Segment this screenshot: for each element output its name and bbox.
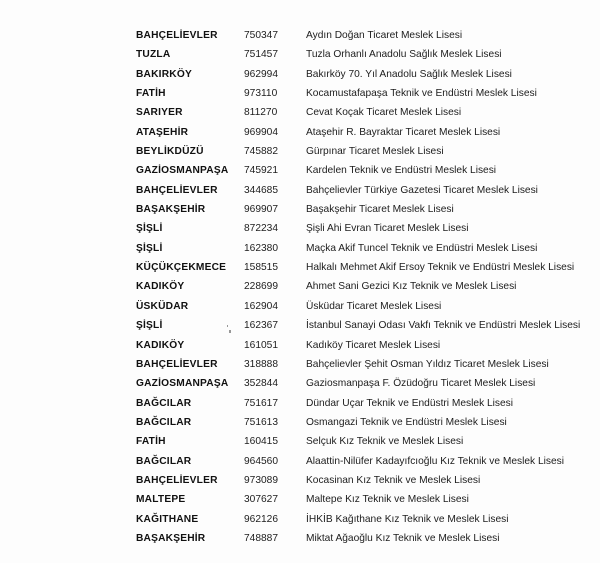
table-row: [136, 374, 596, 393]
district-cell: BAHÇELİEVLER: [136, 30, 218, 41]
school-name-cell: Bahçelievler Şehit Osman Yıldız Ticaret Meslek Lisesi: [306, 358, 549, 370]
table-row: [136, 355, 596, 374]
school-name-cell: Gaziosmanpaşa F. Özüdoğru Ticaret Meslek Lisesi: [306, 378, 536, 390]
school-code-cell: 158515: [244, 262, 278, 274]
district-cell: MALTEPE: [136, 494, 186, 506]
district-cell: BAŞAKŞEHİR: [136, 204, 206, 216]
school-code-cell: 973110: [244, 88, 278, 100]
district-cell: ÜSKÜDAR: [136, 300, 189, 312]
school-list-body: [136, 26, 596, 548]
district-cell: KAĞITHANE: [136, 513, 199, 525]
school-code-cell: 307627: [244, 494, 278, 506]
district-cell: ŞİŞLİ: [136, 223, 163, 235]
school-code-cell: 352844: [244, 378, 278, 390]
school-code-cell: 162904: [244, 300, 278, 312]
district-cell: KADIKÖY: [136, 339, 185, 351]
school-code-cell: 962994: [244, 68, 278, 80]
school-name-cell: Dündar Uçar Teknik ve Endüstri Meslek Lisesi: [306, 397, 514, 409]
table-row: [136, 181, 596, 200]
district-cell: KADIKÖY: [136, 281, 185, 293]
table-row: [136, 510, 596, 529]
school-name-cell: Miktat Ağaoğlu Kız Teknik ve Meslek Lisesi: [306, 532, 500, 544]
school-code-cell: 969907: [244, 204, 278, 216]
table-row: [136, 123, 596, 142]
district-cell: BAHÇELİEVLER: [136, 474, 218, 486]
school-code-cell: 811270: [244, 107, 278, 119]
school-code-cell: 745882: [244, 146, 278, 158]
school-list-table: [136, 26, 596, 548]
table-row: [136, 413, 596, 432]
table-row: [136, 452, 596, 471]
district-cell: BEYLİKDÜZÜ: [136, 146, 204, 158]
table-row: [136, 316, 596, 335]
school-code-cell: 748887: [244, 532, 278, 544]
district-cell: SARIYER: [136, 107, 183, 119]
table-row: [136, 277, 596, 296]
school-name-cell: Aydın Doğan Ticaret Meslek Lisesi: [306, 30, 463, 41]
district-cell: FATİH: [136, 436, 166, 448]
district-cell: ŞİŞLİ: [136, 242, 163, 254]
district-cell: BAKIRKÖY: [136, 68, 192, 80]
school-code-cell: 751457: [244, 49, 278, 61]
district-cell: BAHÇELİEVLER: [136, 184, 218, 196]
district-cell: GAZİOSMANPAŞA: [136, 378, 229, 390]
school-name-cell: İstanbul Sanayi Odası Vakfı Teknik ve Endüstri Meslek Lisesi: [306, 320, 581, 332]
table-row: [136, 394, 596, 413]
district-cell: KÜÇÜKÇEKMECE: [136, 262, 227, 274]
table-row: [136, 200, 596, 219]
table-row: [136, 529, 596, 548]
school-name-cell: Bahçelievler Türkiye Gazetesi Ticaret Meslek Lisesi: [306, 184, 538, 196]
table-row: [136, 239, 596, 258]
school-name-cell: Gürpınar Ticaret Meslek Lisesi: [306, 146, 444, 158]
school-name-cell: Kocasinan Kız Teknik ve Meslek Lisesi: [306, 474, 481, 486]
district-cell: ATAŞEHİR: [136, 126, 189, 138]
school-name-cell: Cevat Koçak Ticaret Meslek Lisesi: [306, 107, 462, 119]
school-name-cell: İHKİB Kağıthane Kız Teknik ve Meslek Lisesi: [306, 513, 509, 525]
school-name-cell: Maçka Akif Tuncel Teknik ve Endüstri Meslek Lisesi: [306, 242, 538, 254]
school-code-cell: 228699: [244, 281, 278, 293]
table-row: [136, 45, 596, 64]
table-row: [136, 103, 596, 122]
school-code-cell: 872234: [244, 223, 278, 235]
table-row: [136, 84, 596, 103]
school-name-cell: Kardelen Teknik ve Endüstri Meslek Lisesi: [306, 165, 497, 177]
school-name-cell: Selçuk Kız Teknik ve Meslek Lisesi: [306, 436, 464, 448]
district-cell: BAŞAKŞEHİR: [136, 532, 206, 544]
school-code-cell: 751617: [244, 397, 278, 409]
table-row: [136, 336, 596, 355]
school-code-cell: 751613: [244, 416, 278, 428]
school-code-cell: 745921: [244, 165, 278, 177]
school-name-cell: Başakşehir Ticaret Meslek Lisesi: [306, 204, 454, 216]
school-code-cell: 969904: [244, 126, 278, 138]
district-cell: GAZİOSMANPAŞA: [136, 165, 229, 177]
school-name-cell: Üsküdar Ticaret Meslek Lisesi: [306, 300, 442, 312]
table-row: [136, 26, 596, 45]
district-cell: BAHÇELİEVLER: [136, 358, 218, 370]
district-cell: BAĞCILAR: [136, 397, 192, 409]
school-name-cell: Ataşehir R. Bayraktar Ticaret Meslek Lisesi: [306, 126, 501, 138]
table-row: [136, 490, 596, 509]
scan-speck: [229, 330, 231, 333]
school-code-cell: 160415: [244, 436, 278, 448]
school-code-cell: 161051: [244, 339, 278, 351]
school-code-cell: 964560: [244, 455, 278, 467]
school-name-cell: Maltepe Kız Teknik ve Meslek Lisesi: [306, 494, 469, 506]
school-name-cell: Ahmet Sani Gezici Kız Teknik ve Meslek Lisesi: [306, 281, 517, 293]
table-row: [136, 219, 596, 238]
district-cell: TUZLA: [136, 49, 171, 61]
school-name-cell: Kadıköy Ticaret Meslek Lisesi: [306, 339, 441, 351]
school-code-cell: 344685: [244, 184, 278, 196]
school-name-cell: Tuzla Orhanlı Anadolu Sağlık Meslek Lisesi: [306, 49, 502, 61]
district-cell: BAĞCILAR: [136, 416, 192, 428]
school-code-cell: 318888: [244, 358, 278, 370]
school-code-cell: 750347: [244, 30, 278, 41]
table-row: [136, 258, 596, 277]
school-code-cell: 962126: [244, 513, 278, 525]
school-code-cell: 162367: [244, 320, 278, 332]
table-row: [136, 471, 596, 490]
school-code-cell: 973089: [244, 474, 278, 486]
table-row: [136, 142, 596, 161]
school-name-cell: Kocamustafapaşa Teknik ve Endüstri Meslek Lisesi: [306, 88, 537, 100]
school-code-cell: 162380: [244, 242, 278, 254]
school-name-cell: Osmangazi Teknik ve Endüstri Meslek Lisesi: [306, 416, 507, 428]
table-row: [136, 161, 596, 180]
district-cell: ŞİŞLİ: [136, 320, 163, 332]
district-cell: BAĞCILAR: [136, 455, 192, 467]
school-name-cell: Şişli Ahi Evran Ticaret Meslek Lisesi: [306, 223, 469, 235]
school-name-cell: Alaattin-Nilüfer Kadayıfcıoğlu Kız Teknik ve Meslek Lisesi: [306, 455, 565, 467]
table-row: [136, 297, 596, 316]
district-cell: FATİH: [136, 88, 166, 100]
table-row: [136, 65, 596, 84]
table-row: [136, 432, 596, 451]
school-name-cell: Halkalı Mehmet Akif Ersoy Teknik ve Endüstri Meslek Lisesi: [306, 262, 575, 274]
school-name-cell: Bakırköy 70. Yıl Anadolu Sağlık Meslek Lisesi: [306, 68, 512, 80]
scan-speck: [227, 325, 228, 327]
